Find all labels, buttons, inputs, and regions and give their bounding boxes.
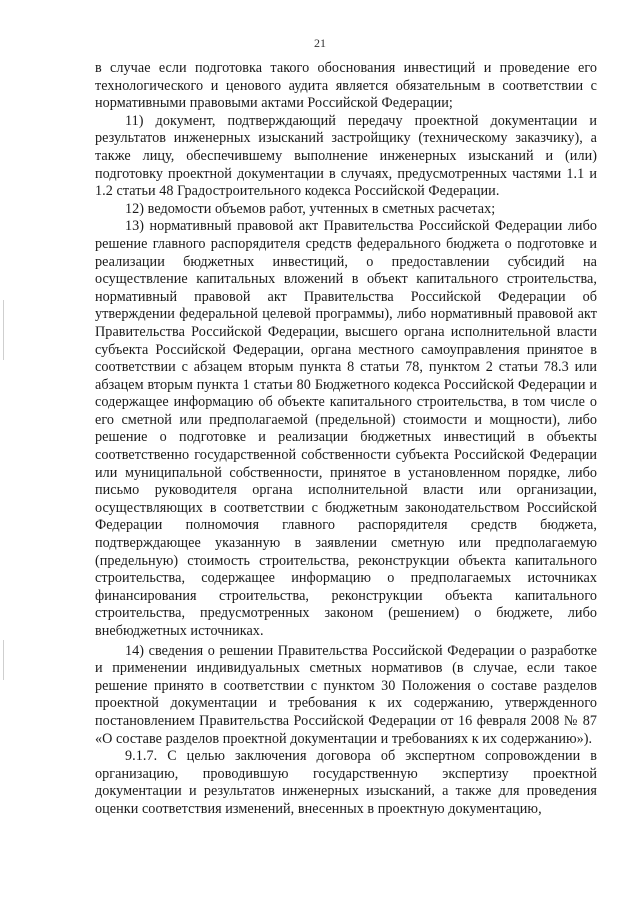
paragraph-item-13: 13) нормативный правовой акт Правительства Российской Федерации либо решение главного распорядителя средств федерального бюджета о подготовке и реализации бюджетных инвестиций, о предоставлении субсидий на осуществление капитальных вложений в объект капитального строительства, нормативный правовой акт Правительства Российской Федерации об утверждении федеральной целевой программы), либо нормативный правовой акт Правительства Российской Федерации, высшего органа исполнительной власти субъекта Российской Федерации, органа местного самоуправления принятое в соответствии с абзацем вторым пункта 8 статьи 78, пунктом 2 статьи 78.3 или абзацем вторым пункта 1 статьи 80 Бюджетного кодекса Российской Федерации и содержащее информацию об объекте капитального строительства, в том числе о его сметной или предполагаемой (предельной) стоимости и мощности), либо решение о подготовке и реализации бюджетных инвестиций в объекты соответственно государственной собственности субъекта Российской Федерации или муниципальной собственности, принятое в установленном порядке, либо письмо руководителя органа исполнительной власти или организации, осуществляющих в соответствии с бюджетным законодательством Российской Федерации полномочия главного распорядителя средств бюджета, подтверждающее указанную в заявлении сметную или предполагаемую (предельную) стоимость строительства, реконструкции объекта капитального строительства, содержащее информацию о предполагаемых источниках финансирования строительства, реконструкции объекта капитального строительства, предусмотренных законом (решением) о бюджете, либо внебюджетных источниках. bbox=[95, 218, 597, 639]
paragraph-item-11: 11) документ, подтверждающий передачу проектной документации и результатов инженерных изысканий застройщику (техническому заказчику), а также лицу, обеспечившему выполнение инженерных изысканий и (или) подготовку проектной документации в случаях, предусмотренных частями 1.1 и 1.2 статьи 48 Градостроительного кодекса Российской Федерации. bbox=[95, 112, 597, 200]
document-body bbox=[95, 60, 597, 819]
paragraph-item-14: 14) сведения о решении Правительства Российской Федерации о разработке и применении индивидуальных сметных нормативов (в случае, если такое решение принято в соответствии с пунктом 30 Положения о составе разделов проектной документации и требования к их содержанию, утвержденного постановлением Правительства Российской Федерации от 16 февраля 2008 № 87 «О составе разделов проектной документации и требованиях к их содержанию»). bbox=[95, 642, 597, 747]
paragraph-item-12: 12) ведомости объемов работ, учтенных в сметных расчетах; bbox=[125, 200, 496, 217]
paragraph-item-9-1-7: 9.1.7. С целью заключения договора об экспертном сопровождении в организацию, проводившую государственную экспертизу проектной документации и результатов инженерных изысканий, а также для проведения оценки соответствия изменений, внесенных в проектную документацию, bbox=[95, 748, 597, 817]
scan-artifact bbox=[3, 640, 4, 680]
paragraph-continuation: в случае если подготовка такого обоснования инвестиций и проведение его технологического и ценового аудита является обязательным в соответствии с нормативными правовыми актами Российской Федерации; bbox=[95, 60, 597, 112]
scan-artifact bbox=[3, 300, 4, 360]
page-number: 21 bbox=[314, 36, 326, 50]
